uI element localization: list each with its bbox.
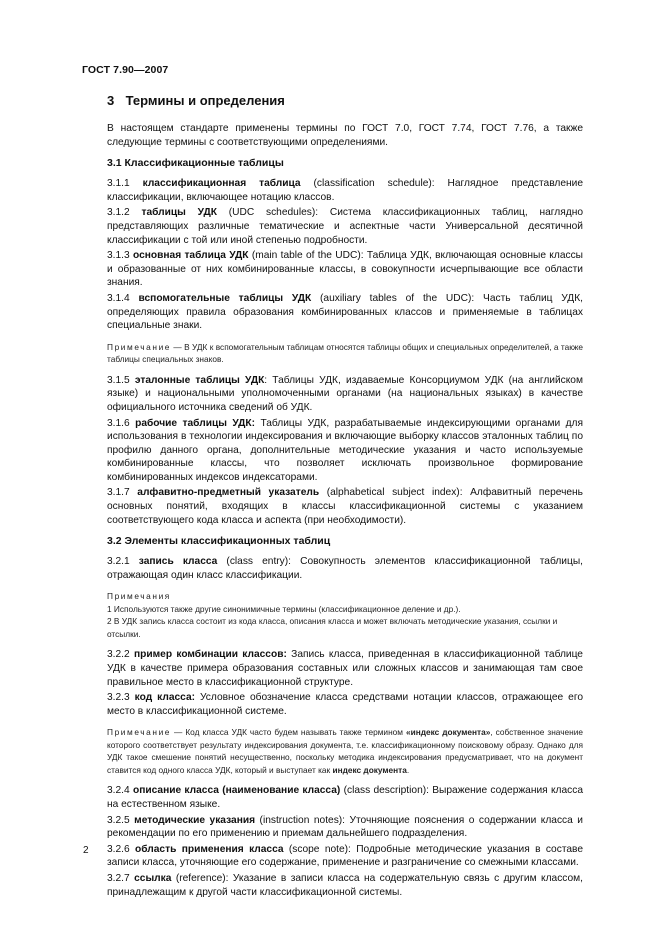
term-name: рабочие таблицы УДК: (135, 417, 256, 429)
term-name: описание класса (наименование класса) (132, 785, 341, 797)
section-heading (107, 91, 583, 110)
term-3-1-6: 3.1.6 рабочие таблицы УДК: Таблицы УДК, разрабатываемые индексирующими органами для использования в технологии индексирования и включающие выборку классов эталонных таблиц по профилю данного органа, дополнительные методические указания и часто используемые комбинированные классы, что позволяет исключать произвольное формирование комбинированных индексов индексаторами. (107, 417, 583, 483)
term-name: пример комбинации классов: (133, 649, 287, 661)
term-3-1-3: 3.1.3 основная таблица УДК (main table of the UDC): Таблица УДК, включающая основные классы и образованные от них комбинированные классы, в совокупности исчерпывающие все области знания. (107, 250, 584, 289)
section-title: Термины и определения (125, 93, 285, 108)
term-3-2-1: 3.2.1 запись класса (class entry): Совокупность элементов классификационной таблицы, отражающая один класс классификации. (107, 556, 583, 581)
term-name: классификационная таблица (142, 178, 301, 190)
term-3-1-4: 3.1.4 вспомогательные таблицы УДК (auxiliary tables of the UDC): Часть таблиц УДК, определяющих правила образования комбинированных классов и применяемые в таблицах специальные знаки. (107, 292, 583, 332)
term-3-2-4: 3.2.4 описание класса (наименование класса) (class description): Выражение содержания класса на естественном языке. (107, 785, 583, 810)
note-3-2-3: Примечание — Код класса УДК часто будем называть также термином «индекс документа», собственное значение которого соответствует результату индексирования документа, т.е. классификационному поисковому образу. Однако для УДК такое смешение понятий несущественно, поскольку методика индексирования предусматривает, что на документ ставится код одного класса УДК, который и выступает как индекс документа. (107, 727, 583, 775)
term-name: вспомогательные таблицы УДК (138, 292, 312, 304)
term-3-1-7: 3.1.7 алфавитно-предметный указатель (alphabetical subject index): Алфавитный перечень основных понятий, входящих в классы классификационной системы с указанием соответствующего кода класса и аспекта (при необходимости). (107, 487, 583, 526)
standard-header: ГОСТ 7.90—2007 (82, 64, 169, 76)
term-3-2-7: 3.2.7 ссылка (reference): Указание в записи класса на содержательную связь с другим классом, принадлежащим к другой части классификационной системы. (107, 872, 583, 898)
term-3-2-6: 3.2.6 область применения класса (scope note): Подробные методические указания в составе записи класса, уточняющие его содержание, применение и разграничение со смежными классами. (107, 843, 583, 869)
term-3-2-3: 3.2.3 код класса: Условное обозначение класса средствами нотации классов, отражающее его место в классификационной системе. (107, 692, 583, 717)
subsection-heading-3-1: 3.1 Классификационные таблицы (107, 157, 284, 170)
term-3-1-5: 3.1.5 эталонные таблицы УДК: Таблицы УДК, издаваемые Консорциумом УДК (на английском языке) и национальными уполномоченными органами (на национальных языках) в качестве официального источника сведений об УДК. (107, 374, 583, 413)
term-name: запись класса (138, 556, 218, 568)
note-item-2: 2 В УДК запись класса состоит из кода класса, описания класса и может включать методические указания, ссылки и отсылки. (107, 616, 558, 639)
term-name: область применения класса (135, 843, 284, 855)
term-name: эталонные таблицы УДК (134, 374, 265, 386)
term-3-1-2: 3.1.2 таблицы УДК (UDC schedules): Система классификационных таблиц, наглядно представляющих различные тематические и аспектные части Универсальной десятичной классификации с той или иной степенью подробности. (107, 207, 583, 246)
note-item-1: 1 Используются также другие синонимичные термины (классификационное деление и др.). (107, 603, 461, 614)
term-name: основная таблица УДК (132, 250, 249, 262)
notes-label: Примечания (107, 591, 171, 602)
term-3-2-5: 3.2.5 методические указания (instruction notes): Уточняющие пояснения о содержании класса и рекомендации по его применению и приемам дальнейшего подразделения. (107, 814, 583, 840)
note-label: Примечание (107, 341, 172, 352)
term-3-2-2: 3.2.2 пример комбинации классов: Запись класса, приведенная в классификационной таблице УДК в качестве примера образования составных или сложных классов и занимающая там свое правильное место в классификационной структуре. (107, 649, 583, 688)
term-name: методические указания (134, 814, 256, 826)
term-name: ссылка (134, 872, 172, 884)
section-number: 3 (107, 93, 115, 108)
page-number: 2 (83, 845, 89, 856)
term-name: таблицы УДК (141, 207, 217, 219)
intro-paragraph: В настоящем стандарте применены термины по ГОСТ 7.0, ГОСТ 7.74, ГОСТ 7.76, а также следующие термины с соответствующими определениями. (107, 123, 583, 148)
notes-3-2-1 (107, 590, 583, 640)
term-name: алфавитно-предметный указатель (137, 487, 320, 499)
page-content (107, 91, 583, 899)
note-label: Примечание (107, 727, 172, 738)
term-3-1-1: 3.1.1 классификационная таблица (classification schedule): Наглядное представление классификации, включающее нотацию классов. (107, 178, 583, 203)
term-name: код класса: (134, 692, 196, 704)
note-3-1-4: Примечание — В УДК к вспомогательным таблицам относятся таблицы общих и специальных определителей, а также таблицы специальных знаков. (107, 341, 583, 365)
subsection-heading-3-2: 3.2 Элементы классификационных таблиц (107, 535, 331, 548)
